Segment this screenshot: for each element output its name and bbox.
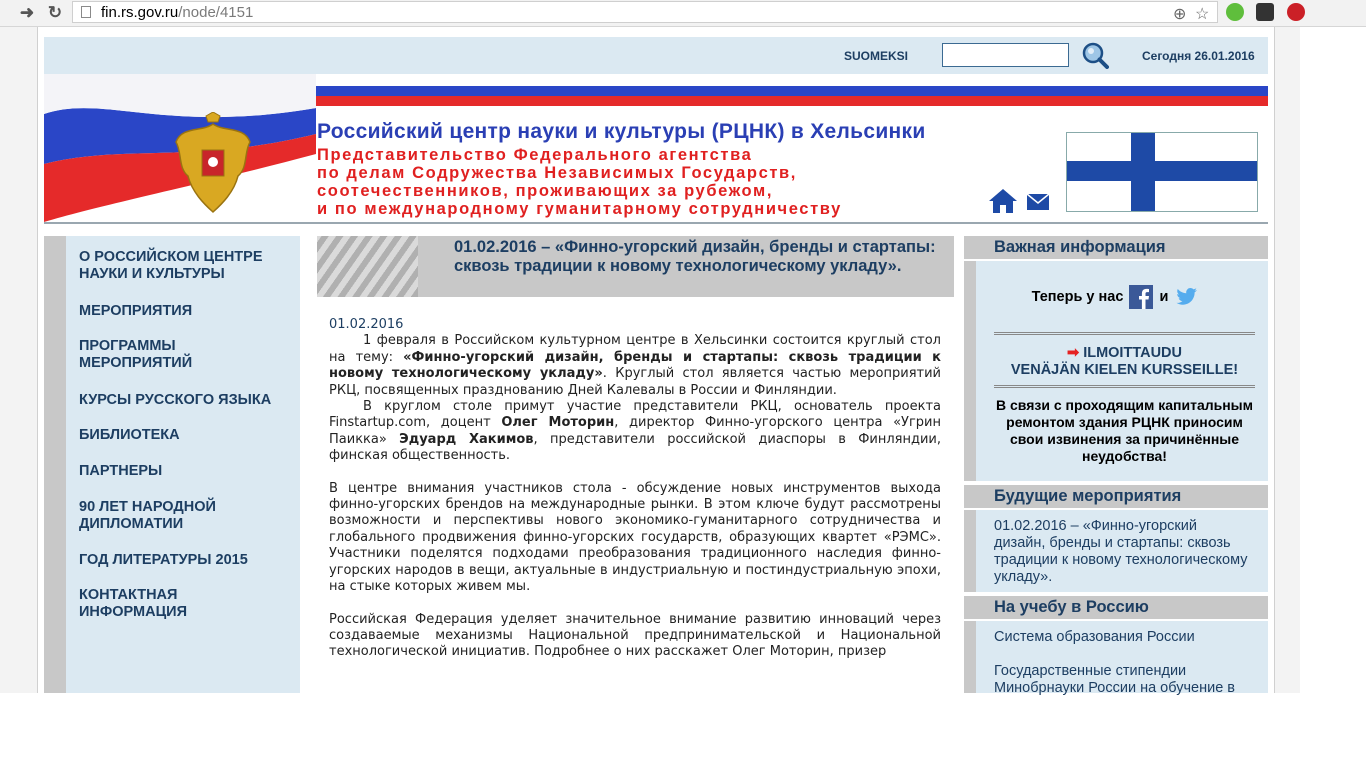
- nav-item-literature-year[interactable]: ГОД ЛИТЕРАТУРЫ 2015: [79, 552, 248, 568]
- bookmark-star-icon[interactable]: ☆: [1195, 6, 1210, 23]
- divider: [994, 332, 1255, 335]
- extension-glasses-icon[interactable]: [1256, 3, 1274, 21]
- language-link[interactable]: SUOMEKSI: [844, 49, 909, 63]
- study-link[interactable]: Государственные стипендии Минобрнауки России на обучение в: [994, 663, 1235, 696]
- important-info-box: [964, 261, 1268, 481]
- nav-item-russian-courses[interactable]: КУРСЫ РУССКОГО ЯЗЫКА: [79, 392, 272, 408]
- article-header: [317, 236, 954, 297]
- header-banner: [44, 74, 1268, 222]
- subtitle-line: по делам Содружества Независимых Государств,: [317, 164, 797, 182]
- nav-rail: [44, 236, 66, 693]
- subtitle-line: и по международному гуманитарному сотрудничеству: [317, 200, 842, 218]
- nav-item-events[interactable]: МЕРОПРИЯТИЯ: [79, 303, 193, 319]
- signup-line: [994, 345, 1255, 362]
- signup-line: VENÄJÄN KIELEN KURSSEILLE!: [1010, 362, 1239, 378]
- text-run-bold: Эдуард Хакимов: [399, 431, 534, 447]
- page-icon: [81, 6, 91, 18]
- section-title: Будущие мероприятия: [994, 487, 1182, 505]
- arrow-right-icon: ➡: [1067, 345, 1080, 361]
- finland-flag-cross: [1067, 161, 1257, 181]
- text-run-bold: Олег Моторин: [501, 415, 615, 431]
- divider: [994, 385, 1255, 388]
- twitter-icon[interactable]: [1174, 285, 1198, 309]
- site-container: [37, 27, 1275, 696]
- url-path: /node/4151: [178, 4, 254, 21]
- facebook-icon[interactable]: [1129, 285, 1153, 309]
- sidebar-nav: [44, 236, 300, 693]
- signup-text: ILMOITTAUDU: [1083, 345, 1182, 361]
- nav-item-about[interactable]: О РОССИЙСКОМ ЦЕНТРЕ НАУКИ И КУЛЬТУРЫ: [79, 249, 263, 282]
- article-paragraph: [329, 333, 941, 399]
- current-date: Сегодня 26.01.2016: [1142, 49, 1255, 63]
- social-and: и: [1159, 288, 1169, 305]
- text-run: , представители российской диаспоры в Финляндии, финская общественность.: [329, 431, 941, 464]
- important-info-header: [964, 236, 1268, 259]
- section-title: Важная информация: [994, 238, 1166, 256]
- course-signup-link[interactable]: [994, 345, 1255, 379]
- header-hatch-decoration: [317, 236, 418, 297]
- finland-flag: [1066, 132, 1258, 212]
- subtitle-line: Представительство Федерального агентства: [317, 146, 753, 164]
- article-paragraph: Российская Федерация уделяет значительное внимание развитию инноваций через создаваемые механизмы Национальной предпринимательской и Национальной технологической инициатив. Подробнее о них расскажет Олег Моторин, призер: [329, 611, 941, 660]
- text-run-bold: «Финно-угорский дизайн, бренды и стартапы: сквозь традиции к новому технологическому укладу»: [329, 349, 941, 382]
- home-icon[interactable]: [988, 188, 1018, 214]
- study-box: [964, 621, 1268, 696]
- url-host: fin.rs.gov.ru: [101, 4, 179, 21]
- nav-item-programs[interactable]: ПРОГРАММЫ МЕРОПРИЯТИЙ: [79, 338, 193, 371]
- search-input[interactable]: [942, 43, 1069, 67]
- future-events-box: [964, 510, 1268, 592]
- future-events-header: [964, 485, 1268, 508]
- study-header: [964, 596, 1268, 619]
- box-rail: [964, 621, 976, 693]
- site-subtitle: [317, 146, 842, 218]
- article-date: 01.02.2016: [329, 317, 404, 332]
- text-run: 1 февраля в Российском культурном центре в Хельсинки состоится круглый стол на тему:: [329, 333, 941, 365]
- mail-icon[interactable]: [1026, 193, 1050, 211]
- nav-item-library[interactable]: БИБЛИОТЕКА: [79, 427, 180, 443]
- text-run: В круглом столе примут участие представители РКЦ, основатель проекта Finstartup.com, доцент: [329, 399, 941, 431]
- article-paragraph: [329, 399, 941, 465]
- article-title: 01.02.2016 – «Финно-угорский дизайн, бренды и стартапы: сквозь традиции к новому технологическому укладу».: [454, 238, 936, 275]
- extension-g-icon[interactable]: [1226, 3, 1244, 21]
- browser-toolbar: [0, 0, 1366, 27]
- forward-icon[interactable]: ➜: [19, 3, 35, 22]
- article-paragraph: В центре внимания участников стола - обсуждение новых инструментов выхода финно-угорских брендов на международные рынки. В этом ключе будут рассмотрены возможности и перспективы нового экономико-гуманитарного сотрудничества и глобального продвижения финно-угорских государств, образующих квартет «РЭМС». Участники поделятся подходами преобразования традиционного наследия финно-угорских народов в вещи, актуальные в индустриальную и постиндустриальную эпохи, на стыке которых живем мы.: [329, 480, 941, 595]
- address-bar[interactable]: [72, 1, 1218, 23]
- study-link[interactable]: Система образования России: [994, 629, 1195, 645]
- future-event-link[interactable]: 01.02.2016 – «Финно-угорский дизайн, бренды и стартапы: сквозь традиции к новому технологическому укладу».: [994, 518, 1248, 585]
- coat-of-arms-icon: [172, 112, 254, 217]
- social-text: Теперь у нас: [1031, 288, 1124, 305]
- nav-item-diplomacy[interactable]: 90 ЛЕТ НАРОДНОЙ ДИПЛОМАТИИ: [79, 499, 216, 532]
- nav-item-contacts[interactable]: КОНТАКТНАЯ ИНФОРМАЦИЯ: [79, 587, 188, 620]
- top-bar: [44, 37, 1268, 74]
- url-text: [101, 4, 253, 21]
- article-body: [329, 317, 941, 661]
- site-title: Российский центр науки и культуры (РЦНК) в Хельсинки: [317, 120, 926, 143]
- zoom-icon[interactable]: ⊕: [1173, 6, 1187, 23]
- text-run: . Круглый стол является частью мероприятий РКЦ, посвященных празднованию Дней Калевалы в России и Финляндии.: [329, 366, 941, 398]
- text-run: , директор Финно-угорского центра «Угрин Паикка»: [329, 415, 942, 447]
- box-rail: [964, 510, 976, 592]
- renovation-notice: В связи с проходящим капитальным ремонтом здания РЦНК приносим свои извинения за причинённые неудобства!: [995, 397, 1253, 464]
- reload-icon[interactable]: ↻: [47, 3, 63, 22]
- nav-item-partners[interactable]: ПАРТНЕРЫ: [79, 463, 163, 479]
- divider: [44, 222, 1268, 224]
- social-links: [964, 285, 1268, 309]
- subtitle-line: соотечественников, проживающих за рубежом,: [317, 182, 774, 200]
- pinterest-icon[interactable]: [1287, 3, 1305, 21]
- paragraph-gap: [329, 596, 941, 612]
- finland-flag-cross: [1131, 133, 1155, 211]
- section-title: На учебу в Россию: [994, 598, 1149, 616]
- search-icon[interactable]: [1081, 41, 1109, 69]
- paragraph-gap: [329, 465, 941, 481]
